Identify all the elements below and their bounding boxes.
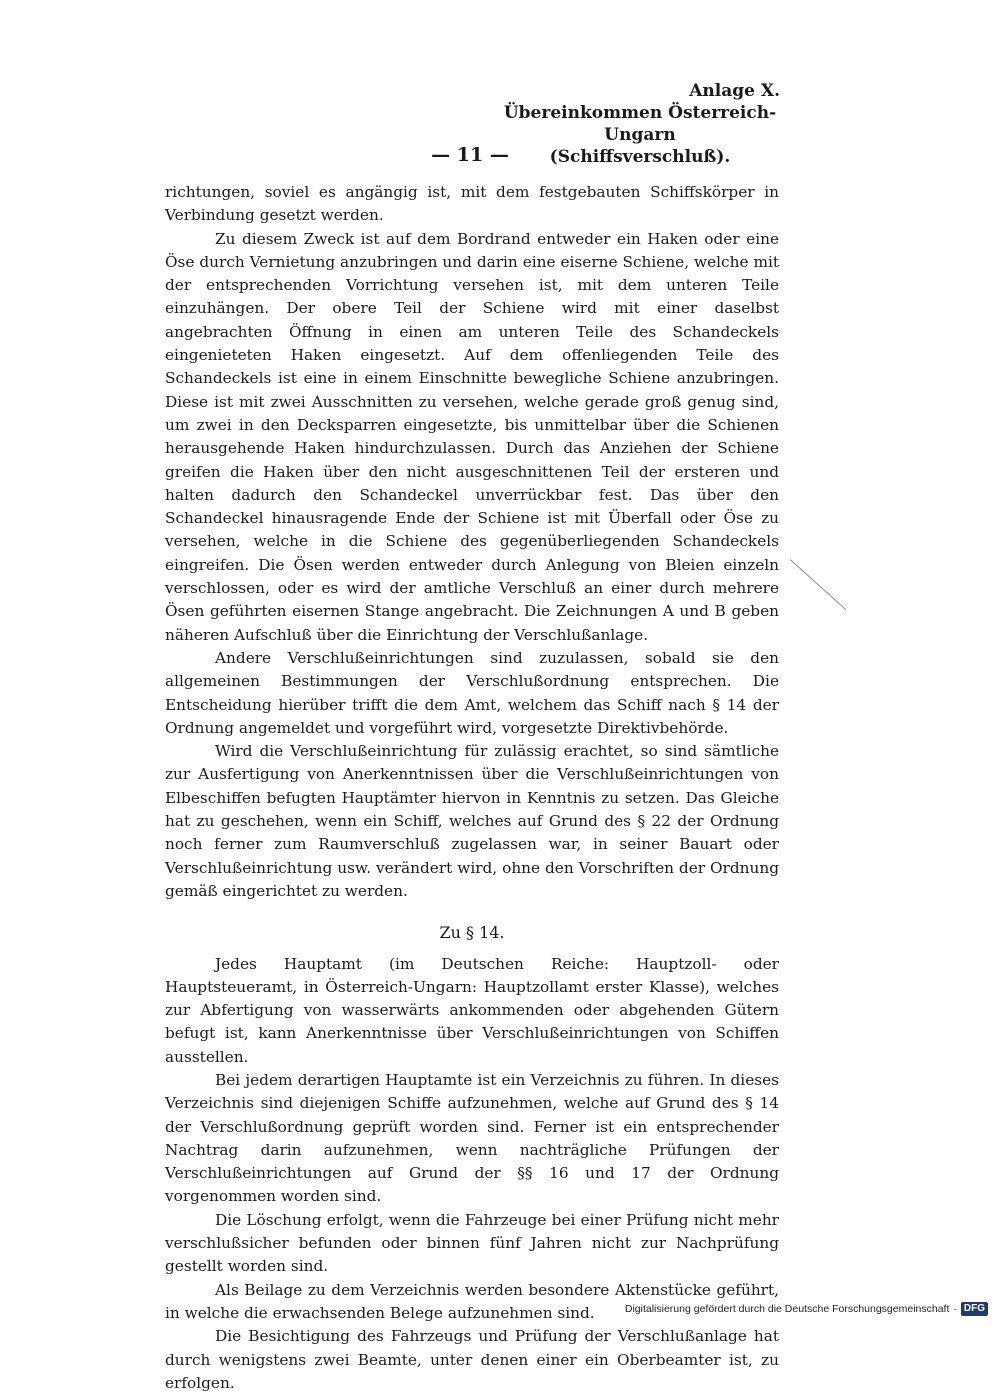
section-heading: Zu § 14. xyxy=(439,923,505,943)
annex-label: Anlage X. xyxy=(689,81,780,101)
page-number: — 11 — xyxy=(431,144,509,166)
dfg-logo-icon: DFG xyxy=(961,1302,988,1316)
agreement-subtitle: (Schiffsverschluß). xyxy=(549,147,731,167)
footer-credit: Digitalisierung gefördert durch die Deutsche Forschungsgemeinschaft · DFG xyxy=(625,1302,988,1316)
paragraph: richtungen, soviel es angängig ist, mit dem festgebauten Schiffskörper in Verbindung gesetzt werden. xyxy=(165,183,779,225)
paragraph: Als Beilage zu dem Verzeichnis werden besondere Aktenstücke geführt, in welche die erwachsenden Belege aufzunehmen sind. xyxy=(165,1280,779,1322)
document-header xyxy=(500,80,780,168)
paragraph: Andere Verschlußeinrichtungen sind zuzulassen, sobald sie den allgemeinen Bestimmungen der Verschlußordnung entsprechen. Die Entscheidung hierüber trifft die dem Amt, welchem das Schiff nach § 14 der Ordnung angemeldet und vorgeführt wird, vorgesetzte Direktivbehörde. xyxy=(165,648,779,737)
margin-mark xyxy=(790,559,846,610)
paragraph: Die Besichtigung des Fahrzeugs und Prüfung der Verschlußanlage hat durch wenigstens zwei Beamte, unter denen einer ein Oberbeamter ist, zu erfolgen. xyxy=(165,1327,779,1392)
paragraph: Jedes Hauptamt (im Deutschen Reiche: Hauptzoll- oder Hauptsteueramt, in Österreich-Ungarn: Hauptzollamt erster Klasse), welches zur Abfertigung von wasserwärts ankommenden oder abgehenden Gütern befugt ist, kann Anerkenntnisse über Verschlußeinrichtungen von Schiffen ausstellen. xyxy=(165,954,779,1066)
paragraph: Zu diesem Zweck ist auf dem Bordrand entweder ein Haken oder eine Öse durch Vernietung anzubringen und darin eine eiserne Schiene, welche mit der entsprechenden Vorrichtung versehen ist, mit dem unteren Teile einzuhängen. Der obere Teil der Schiene wird mit einer daselbst angebrachten Öffnung in einen am unteren Teile des Schandeckels eingenieteten Haken eingesetzt. Auf dem offenliegenden Teile des Schandeckels ist eine in einem Einschnitte bewegliche Schiene anzubringen. Diese ist mit zwei Ausschnitten zu versehen, welche gerade groß genug sind, um zwei in den Decksparren eingesetzte, bis unmittelbar über die Schienen herausgehende Haken hindurchzulassen. Durch das Anziehen der Schiene greifen die Haken über den nicht ausgeschnittenen Teil der ersteren und halten dadurch den Schandeckel unverrückbar fest. Das über den Schandeckel hinausragende Ende der Schiene ist mit Überfall oder Öse zu versehen, welche in die Schiene des gegenüberliegenden Schandeckels eingreifen. Die Ösen werden entweder durch Anlegung von Bleien einzeln verschlossen, oder es wird der amtliche Verschluß an einer durch mehrere Ösen geführten eisernen Stange angebracht. Die Zeichnungen A und B geben näheren Aufschluß über die Einrichtung der Verschlußanlage. xyxy=(165,229,779,644)
paragraph: Wird die Verschlußeinrichtung für zulässig erachtet, so sind sämtliche zur Ausfertigung von Anerkenntnissen über die Verschlußeinrichtungen von Elbeschiffen befugten Hauptämter hiervon in Kenntnis zu setzen. Das Gleiche hat zu geschehen, wenn ein Schiff, welches auf Grund des § 22 der Ordnung noch ferner zum Raumverschluß zugelassen war, in seiner Bauart oder Verschlußeinrichtung usw. verändert wird, ohne den Vorschriften der Ordnung gemäß eingerichtet zu werden. xyxy=(165,742,779,900)
paragraph: Bei jedem derartigen Hauptamte ist ein Verzeichnis zu führen. In dieses Verzeichnis sind diejenigen Schiffe aufzunehmen, welche auf Grund des § 14 der Verschlußordnung geprüft worden sind. Ferner ist ein entsprechender Nachtrag darin aufzunehmen, wenn nachträgliche Prüfungen der Verschlußeinrichtungen auf Grund der §§ 16 und 17 der Ordnung vorgenommen worden sind. xyxy=(165,1070,779,1206)
agreement-title: Übereinkommen Österreich-Ungarn xyxy=(503,103,777,145)
footer-credit-text: Digitalisierung gefördert durch die Deutsche Forschungsgemeinschaft xyxy=(624,1303,950,1315)
paragraph: Die Löschung erfolgt, wenn die Fahrzeuge bei einer Prüfung nicht mehr verschlußsicher befunden oder binnen fünf Jahren nicht zur Nachprüfung gestellt worden sind. xyxy=(165,1210,779,1276)
document-body xyxy=(165,181,779,1395)
